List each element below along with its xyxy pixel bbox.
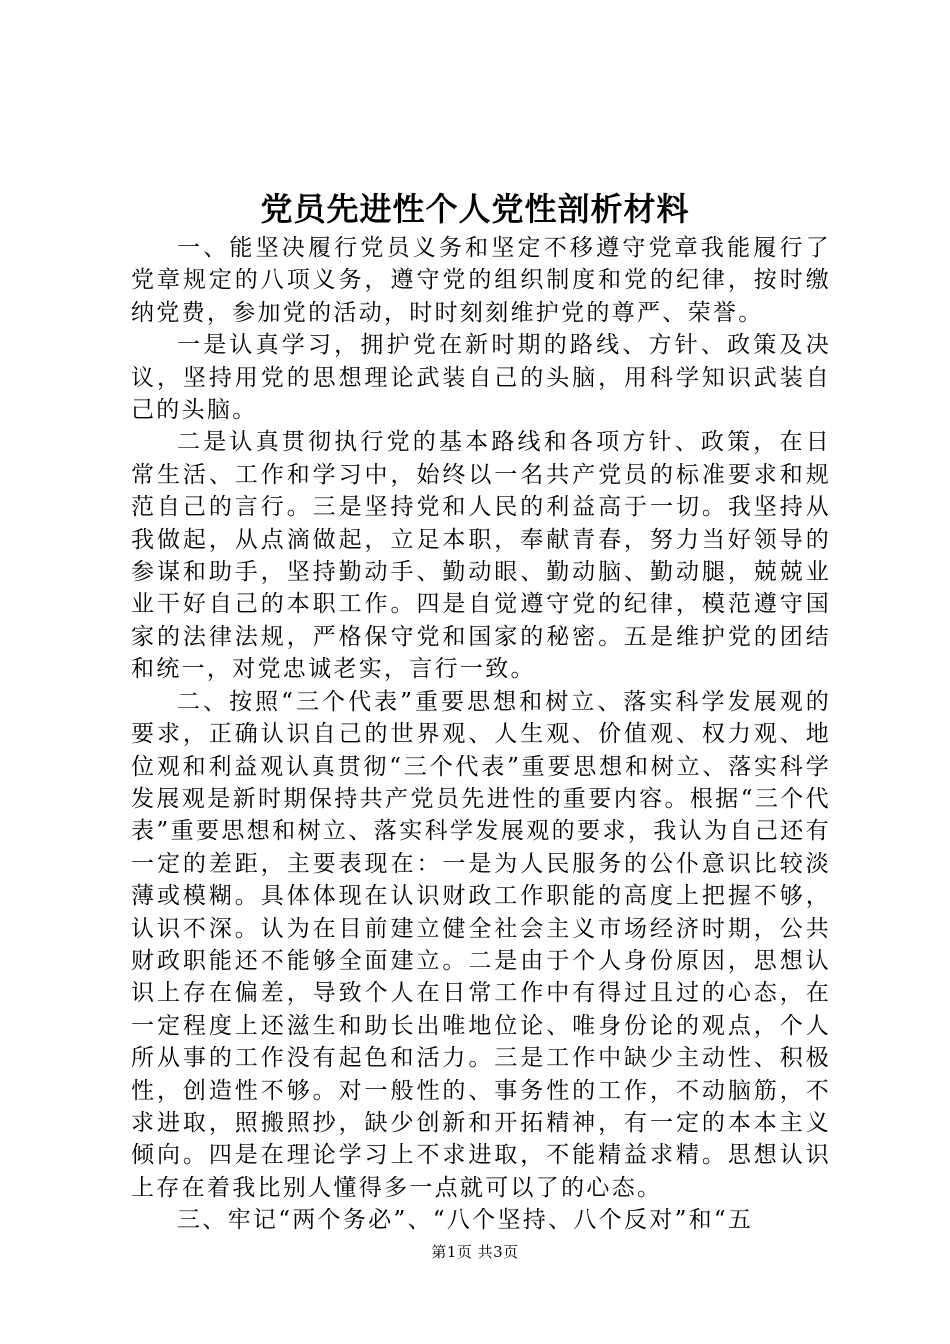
- paragraph-self-analysis: 二、按照“三个代表”重要思想和树立、落实科学发展观的要求，正确认识自己的世界观、人生观、价值观、权力观、地位观和利益观认真贯彻“三个代表”重要思想和树立、落实科学发展观是新时期保持共产党员先进性的重要内容。根据“三个代表”重要思想和树立、落实科学发展观的要求，我认为自己还有一定的差距，主要表现在：一是为人民服务的公仆意识比较淡薄或模糊。具体体现在认识财政工作职能的高度上把握不够，认识不深。认为在目前建立健全社会主义市场经济时期，公共财政职能还不能够全面建立。二是由于个人身份原因，思想认识上存在偏差，导致个人在日常工作中有得过且过的心态，在一定程度上还滋生和助长出唯地位论、唯身份论的观点，个人所从事的工作没有起色和活力。三是工作中缺少主动性、积极性，创造性不够。对一般性的、事务性的工作，不动脑筋，不求进取，照搬照抄，缺少创新和开拓精神，有一定的本本主义倾向。四是在理论学习上不求进取，不能精益求精。思想认识上存在着我比别人懂得多一点就可以了的心态。: [131, 688, 831, 1201]
- paragraph-obligations: 一、能坚决履行党员义务和坚定不移遵守党章我能履行了党章规定的八项义务，遵守党的组织制度和党的纪律，按时缴纳党费，参加党的活动，时时刻刻维护党的尊严、荣誉。: [131, 235, 831, 326]
- paragraph-implementation: 二是认真贯彻执行党的基本路线和各项方针、政策，在日常生活、工作和学习中，始终以一名共产党员的标准要求和规范自己的言行。三是坚持党和人民的利益高于一切。我坚持从我做起，从点滴做起，立足本职，奉献青春，努力当好领导的参谋和助手，坚持勤动手、勤动眼、勤动脑、勤动腿，兢兢业业干好自己的本职工作。四是自觉遵守党的纪律，模范遵守国家的法律法规，严格保守党和国家的秘密。五是维护党的团结和统一，对党忠诚老实，言行一致。: [131, 429, 831, 683]
- paragraph-study: 一是认真学习，拥护党在新时期的路线、方针、政策及决议，坚持用党的思想理论武装自己的头脑，用科学知识武装自己的头脑。: [131, 332, 831, 424]
- paragraph-remember: 三、牢记“两个务必”、“八个坚持、八个反对”和“五: [177, 1207, 754, 1234]
- document-body: [131, 232, 831, 1237]
- page-number-footer: 第1页 共3页: [431, 1243, 519, 1261]
- document-title: 党员先进性个人党性剖析材料: [260, 190, 690, 228]
